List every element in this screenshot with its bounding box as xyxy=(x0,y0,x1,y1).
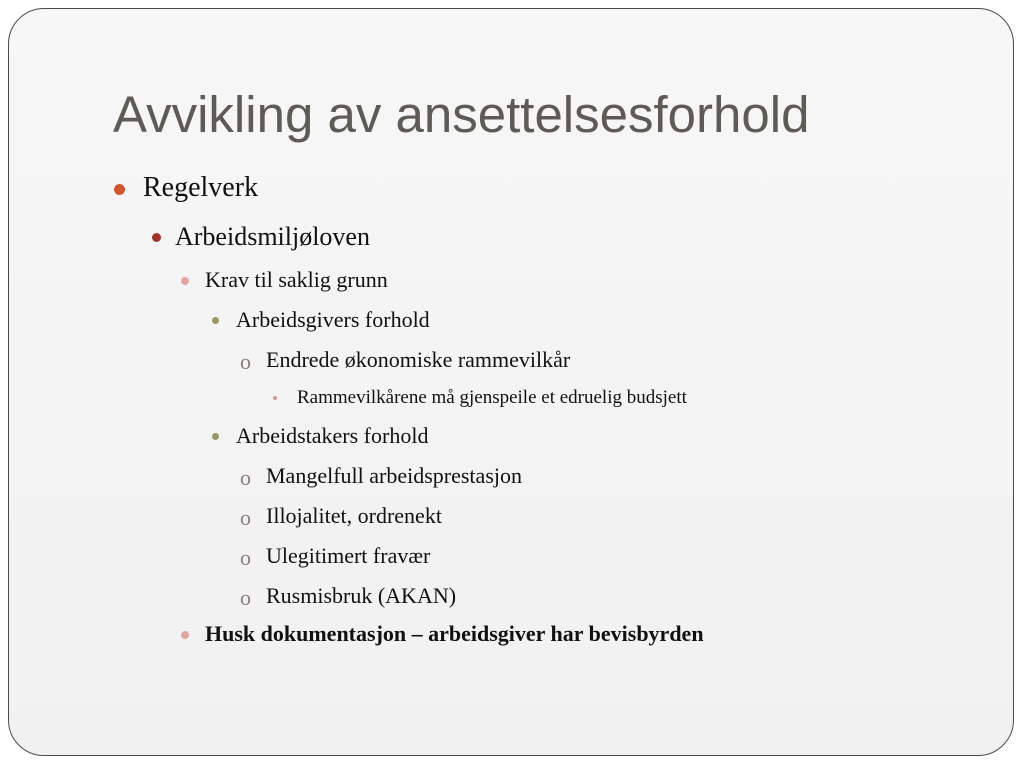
bullet-circle-icon: o xyxy=(240,465,251,490)
bullet-circle-icon: o xyxy=(240,505,251,530)
bullet-text: Husk dokumentasjon – arbeidsgiver har bevisbyrden xyxy=(205,621,704,646)
bullet-dot-icon xyxy=(114,184,125,195)
bullet-item xyxy=(205,267,388,293)
bullet-item xyxy=(240,543,431,570)
bullet-dot-icon xyxy=(181,277,189,285)
bullet-item xyxy=(297,387,687,409)
bullet-item xyxy=(236,307,430,333)
bullet-item xyxy=(240,463,522,490)
bullet-text: Endrede økonomiske rammevilkår xyxy=(266,347,571,372)
bullet-item xyxy=(240,347,571,374)
bullet-text: Illojalitet, ordrenekt xyxy=(266,503,442,528)
bullet-text: Mangelfull arbeidsprestasjon xyxy=(266,463,522,488)
bullet-dot-icon xyxy=(152,233,161,242)
bullet-dot-icon xyxy=(273,396,277,400)
bullet-item xyxy=(143,172,258,204)
bullet-text: Regelverk xyxy=(143,172,259,203)
bullet-text: Rammevilkårene må gjenspeile et edruelig budsjett xyxy=(297,387,687,408)
bullet-item xyxy=(236,423,428,449)
bullet-dot-icon xyxy=(181,631,189,639)
bullet-dot-icon xyxy=(212,317,219,324)
bullet-text: Rusmisbruk (AKAN) xyxy=(266,583,457,608)
bullet-text: Krav til saklig grunn xyxy=(205,267,388,292)
bullet-text: Arbeidstakers forhold xyxy=(236,423,429,448)
bullet-dot-icon xyxy=(212,433,219,440)
bullet-circle-icon: o xyxy=(240,545,251,570)
bullet-item xyxy=(240,583,457,610)
bullet-item xyxy=(240,503,442,530)
bullet-circle-icon: o xyxy=(240,585,251,610)
bullet-text: Arbeidsgivers forhold xyxy=(236,307,430,332)
bullet-item xyxy=(205,621,704,647)
slide-title: Avvikling av ansettelsesforhold xyxy=(113,86,810,143)
bullet-text: Ulegitimert fravær xyxy=(266,543,431,568)
bullet-text: Arbeidsmiljøloven xyxy=(175,222,370,251)
bullet-circle-icon: o xyxy=(240,349,251,374)
bullet-item xyxy=(175,222,370,252)
